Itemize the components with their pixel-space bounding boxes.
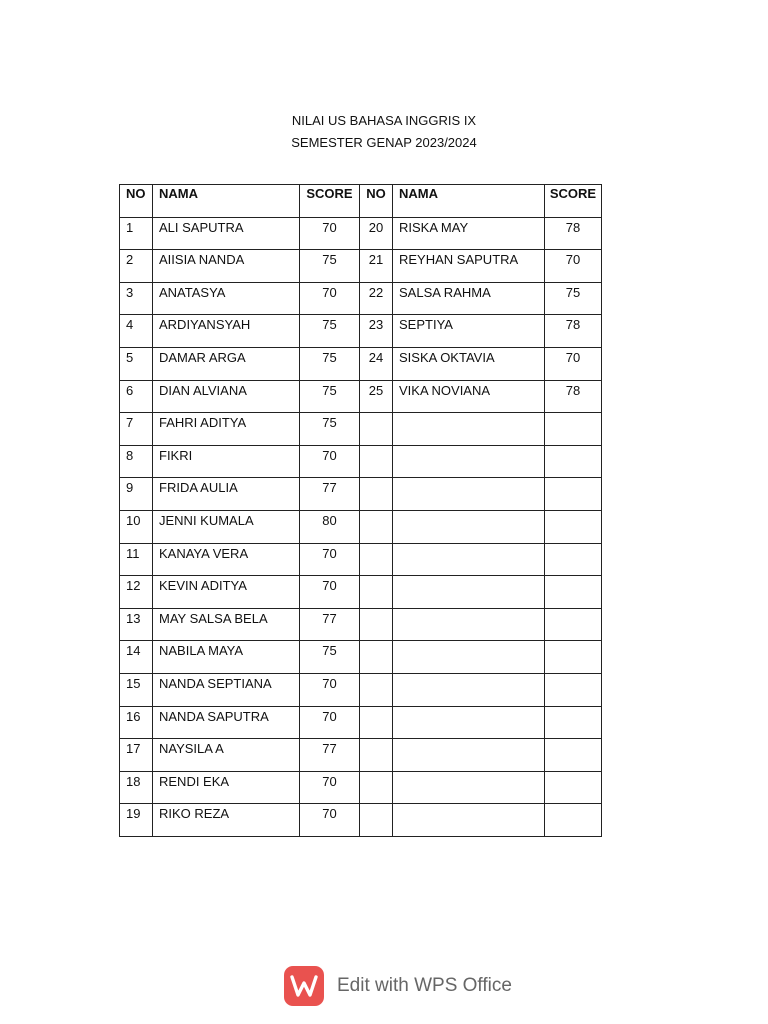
- table-header-row: [120, 185, 602, 218]
- cell-score: 75: [300, 250, 360, 283]
- table-row: [120, 413, 602, 446]
- table-row: [120, 217, 602, 250]
- header-nama-2: NAMA: [393, 185, 545, 218]
- cell-nama-2: REYHAN SAPUTRA: [393, 250, 545, 283]
- cell-nama-2: [393, 608, 545, 641]
- cell-no-2: [360, 478, 393, 511]
- cell-score-2: [545, 641, 602, 674]
- cell-nama: RIKO REZA: [153, 804, 300, 837]
- cell-nama: FIKRI: [153, 445, 300, 478]
- cell-score-2: 78: [545, 380, 602, 413]
- cell-no: 17: [120, 739, 153, 772]
- table-row: [120, 673, 602, 706]
- table-row: [120, 576, 602, 609]
- cell-no: 8: [120, 445, 153, 478]
- table-row: [120, 771, 602, 804]
- cell-nama-2: SISKA OKTAVIA: [393, 347, 545, 380]
- table-row: [120, 608, 602, 641]
- cell-score: 70: [300, 445, 360, 478]
- cell-score-2: [545, 673, 602, 706]
- table-row: [120, 510, 602, 543]
- cell-no: 18: [120, 771, 153, 804]
- header-score: SCORE: [300, 185, 360, 218]
- table-body: [120, 217, 602, 836]
- table-row: [120, 706, 602, 739]
- cell-no: 5: [120, 347, 153, 380]
- cell-score-2: [545, 771, 602, 804]
- header-score-2: SCORE: [545, 185, 602, 218]
- cell-no: 4: [120, 315, 153, 348]
- cell-nama: RENDI EKA: [153, 771, 300, 804]
- cell-nama-2: SALSA RAHMA: [393, 282, 545, 315]
- cell-score: 75: [300, 413, 360, 446]
- cell-no-2: 25: [360, 380, 393, 413]
- cell-nama: DIAN ALVIANA: [153, 380, 300, 413]
- cell-no-2: [360, 739, 393, 772]
- cell-score: 77: [300, 478, 360, 511]
- cell-nama: NANDA SEPTIANA: [153, 673, 300, 706]
- cell-no: 16: [120, 706, 153, 739]
- cell-score: 77: [300, 608, 360, 641]
- cell-no-2: [360, 576, 393, 609]
- cell-score: 70: [300, 217, 360, 250]
- cell-score: 70: [300, 804, 360, 837]
- cell-nama-2: [393, 739, 545, 772]
- header-no-2: NO: [360, 185, 393, 218]
- cell-nama-2: [393, 413, 545, 446]
- cell-no: 15: [120, 673, 153, 706]
- cell-nama: ALI SAPUTRA: [153, 217, 300, 250]
- cell-no: 12: [120, 576, 153, 609]
- cell-no-2: 21: [360, 250, 393, 283]
- cell-score-2: [545, 510, 602, 543]
- cell-nama-2: [393, 673, 545, 706]
- cell-no-2: 22: [360, 282, 393, 315]
- cell-no-2: 23: [360, 315, 393, 348]
- table-row: [120, 282, 602, 315]
- cell-no: 14: [120, 641, 153, 674]
- cell-no-2: [360, 413, 393, 446]
- cell-score-2: [545, 478, 602, 511]
- wps-edit-banner[interactable]: [284, 965, 512, 1007]
- cell-no: 11: [120, 543, 153, 576]
- cell-nama-2: VIKA NOVIANA: [393, 380, 545, 413]
- cell-score: 77: [300, 739, 360, 772]
- cell-nama-2: [393, 804, 545, 837]
- wps-logo-icon[interactable]: [284, 966, 324, 1006]
- cell-nama: AIISIA NANDA: [153, 250, 300, 283]
- cell-no-2: [360, 543, 393, 576]
- cell-no: 10: [120, 510, 153, 543]
- cell-nama: NAYSILA A: [153, 739, 300, 772]
- cell-no-2: [360, 771, 393, 804]
- score-table: [119, 184, 602, 837]
- cell-no-2: [360, 706, 393, 739]
- cell-nama-2: [393, 771, 545, 804]
- cell-score: 75: [300, 315, 360, 348]
- cell-no-2: [360, 445, 393, 478]
- cell-score-2: [545, 543, 602, 576]
- cell-no: 2: [120, 250, 153, 283]
- cell-nama-2: RISKA MAY: [393, 217, 545, 250]
- table-row: [120, 478, 602, 511]
- table-row: [120, 739, 602, 772]
- header-no: NO: [120, 185, 153, 218]
- cell-nama: DAMAR ARGA: [153, 347, 300, 380]
- cell-score-2: 78: [545, 217, 602, 250]
- cell-score: 70: [300, 673, 360, 706]
- cell-nama-2: [393, 641, 545, 674]
- cell-score-2: 70: [545, 347, 602, 380]
- cell-nama: KANAYA VERA: [153, 543, 300, 576]
- cell-no: 6: [120, 380, 153, 413]
- cell-no: 19: [120, 804, 153, 837]
- cell-score: 70: [300, 576, 360, 609]
- table-row: [120, 543, 602, 576]
- cell-score: 70: [300, 771, 360, 804]
- table-row: [120, 804, 602, 837]
- document-title: [0, 110, 768, 154]
- cell-nama-2: SEPTIYA: [393, 315, 545, 348]
- cell-score-2: 75: [545, 282, 602, 315]
- cell-nama-2: [393, 478, 545, 511]
- cell-nama-2: [393, 445, 545, 478]
- cell-nama: NANDA SAPUTRA: [153, 706, 300, 739]
- cell-no-2: [360, 608, 393, 641]
- cell-score: 75: [300, 347, 360, 380]
- cell-no-2: [360, 510, 393, 543]
- cell-no: 7: [120, 413, 153, 446]
- table-row: [120, 380, 602, 413]
- cell-score: 75: [300, 380, 360, 413]
- cell-no-2: [360, 804, 393, 837]
- cell-no-2: [360, 673, 393, 706]
- cell-nama-2: [393, 510, 545, 543]
- table-row: [120, 315, 602, 348]
- cell-score-2: [545, 576, 602, 609]
- cell-nama: FAHRI ADITYA: [153, 413, 300, 446]
- cell-nama: NABILA MAYA: [153, 641, 300, 674]
- cell-nama: JENNI KUMALA: [153, 510, 300, 543]
- cell-nama: ARDIYANSYAH: [153, 315, 300, 348]
- title-line-2: SEMESTER GENAP 2023/2024: [291, 135, 477, 150]
- cell-score: 70: [300, 282, 360, 315]
- cell-score: 80: [300, 510, 360, 543]
- table-row: [120, 347, 602, 380]
- cell-nama-2: [393, 706, 545, 739]
- cell-nama-2: [393, 576, 545, 609]
- cell-nama-2: [393, 543, 545, 576]
- cell-no: 3: [120, 282, 153, 315]
- cell-no: 1: [120, 217, 153, 250]
- cell-score: 70: [300, 706, 360, 739]
- cell-score-2: 70: [545, 250, 602, 283]
- cell-nama: KEVIN ADITYA: [153, 576, 300, 609]
- cell-score: 75: [300, 641, 360, 674]
- table-row: [120, 445, 602, 478]
- cell-score-2: 78: [545, 315, 602, 348]
- cell-nama: ANATASYA: [153, 282, 300, 315]
- cell-score: 70: [300, 543, 360, 576]
- wps-edit-label[interactable]: Edit with WPS Office: [337, 975, 512, 996]
- table-row: [120, 641, 602, 674]
- cell-nama: FRIDA AULIA: [153, 478, 300, 511]
- cell-no-2: 24: [360, 347, 393, 380]
- cell-score-2: [545, 608, 602, 641]
- cell-no-2: 20: [360, 217, 393, 250]
- cell-score-2: [545, 706, 602, 739]
- header-nama: NAMA: [153, 185, 300, 218]
- cell-nama: MAY SALSA BELA: [153, 608, 300, 641]
- cell-score-2: [545, 445, 602, 478]
- title-line-1: NILAI US BAHASA INGGRIS IX: [291, 113, 477, 128]
- cell-no: 13: [120, 608, 153, 641]
- cell-score-2: [545, 739, 602, 772]
- cell-score-2: [545, 804, 602, 837]
- cell-no-2: [360, 641, 393, 674]
- cell-no: 9: [120, 478, 153, 511]
- cell-score-2: [545, 413, 602, 446]
- table-row: [120, 250, 602, 283]
